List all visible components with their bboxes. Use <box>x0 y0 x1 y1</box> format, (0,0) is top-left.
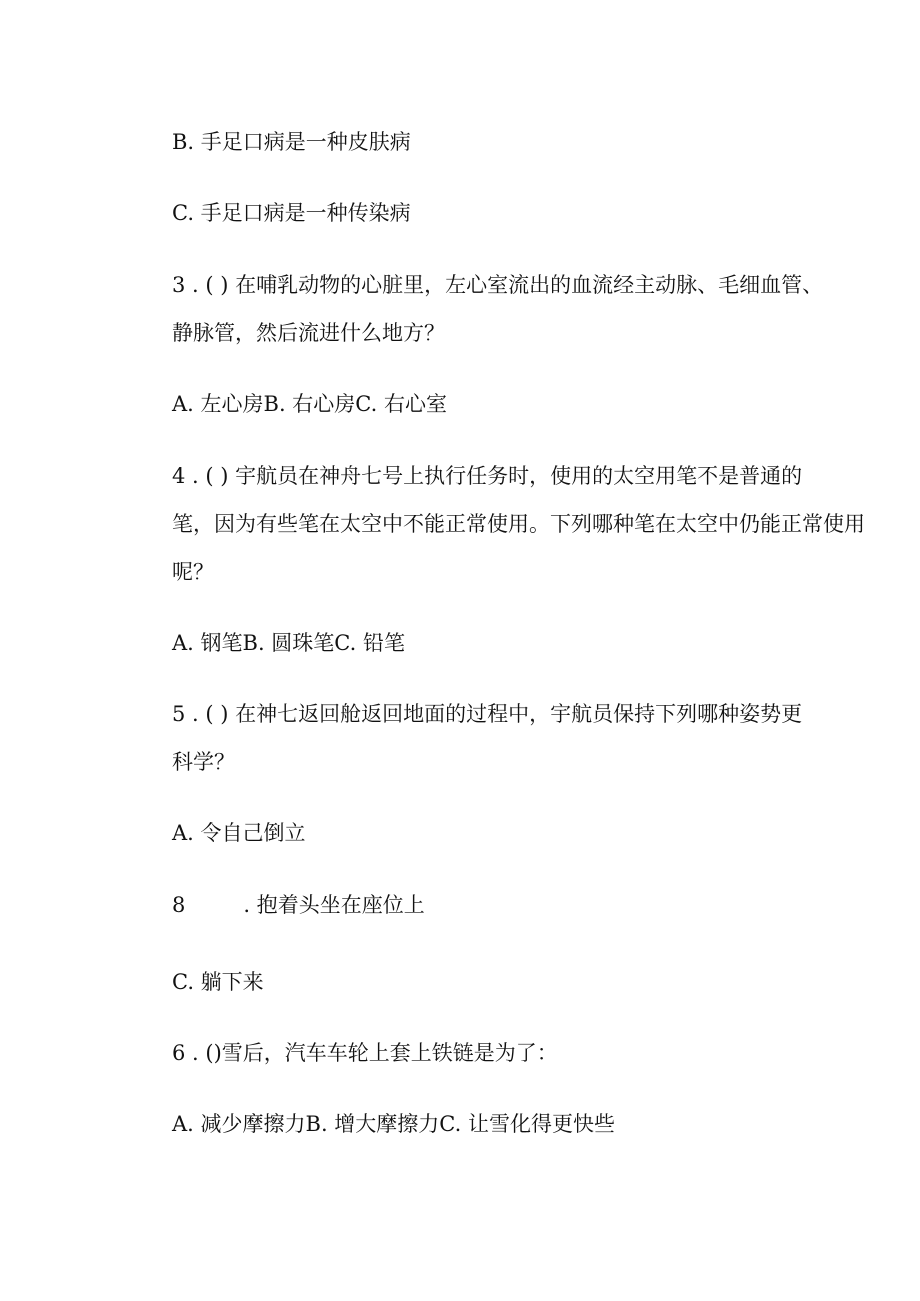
question-5-line-1: 5 . ( ) 在神七返回舱返回地面的过程中，宇航员保持下列哪种姿势更 <box>172 702 803 726</box>
option-number: 8 <box>172 893 186 917</box>
option-c-q2: C. 手足口病是一种传染病 <box>172 201 411 225</box>
question-3-options: A. 左心房B. 右心房C. 右心室 <box>172 392 447 416</box>
option-b-q2: B. 手足口病是一种皮肤病 <box>172 130 411 154</box>
question-5-line-2: 科学？ <box>172 750 235 774</box>
question-6-options: A. 减少摩擦力B. 增大摩擦力C. 让雪化得更快些 <box>172 1112 615 1136</box>
question-5-option-b <box>172 891 425 919</box>
question-4-options: A. 钢笔B. 圆珠笔C. 铅笔 <box>172 631 405 655</box>
question-6-line-1: 6 . ()雪后，汽车车轮上套上铁链是为了： <box>172 1041 558 1065</box>
question-5-option-c: C. 躺下来 <box>172 970 264 994</box>
question-4-line-2: 笔，因为有些笔在太空中不能正常使用。下列哪种笔在太空中仍能正常使用 <box>172 512 865 536</box>
question-3-line-2: 静脉管，然后流进什么地方？ <box>172 321 445 345</box>
question-3-line-1: 3 . ( ) 在哺乳动物的心脏里，左心室流出的血流经主动脉、毛细血管、 <box>172 273 824 297</box>
option-text: . 抱着头坐在座位上 <box>243 893 425 917</box>
question-4-line-3: 呢？ <box>172 560 214 584</box>
question-5-option-a: A. 令自己倒立 <box>172 821 306 845</box>
question-4-line-1: 4 . ( ) 宇航员在神舟七号上执行任务时，使用的太空用笔不是普通的 <box>172 464 803 488</box>
